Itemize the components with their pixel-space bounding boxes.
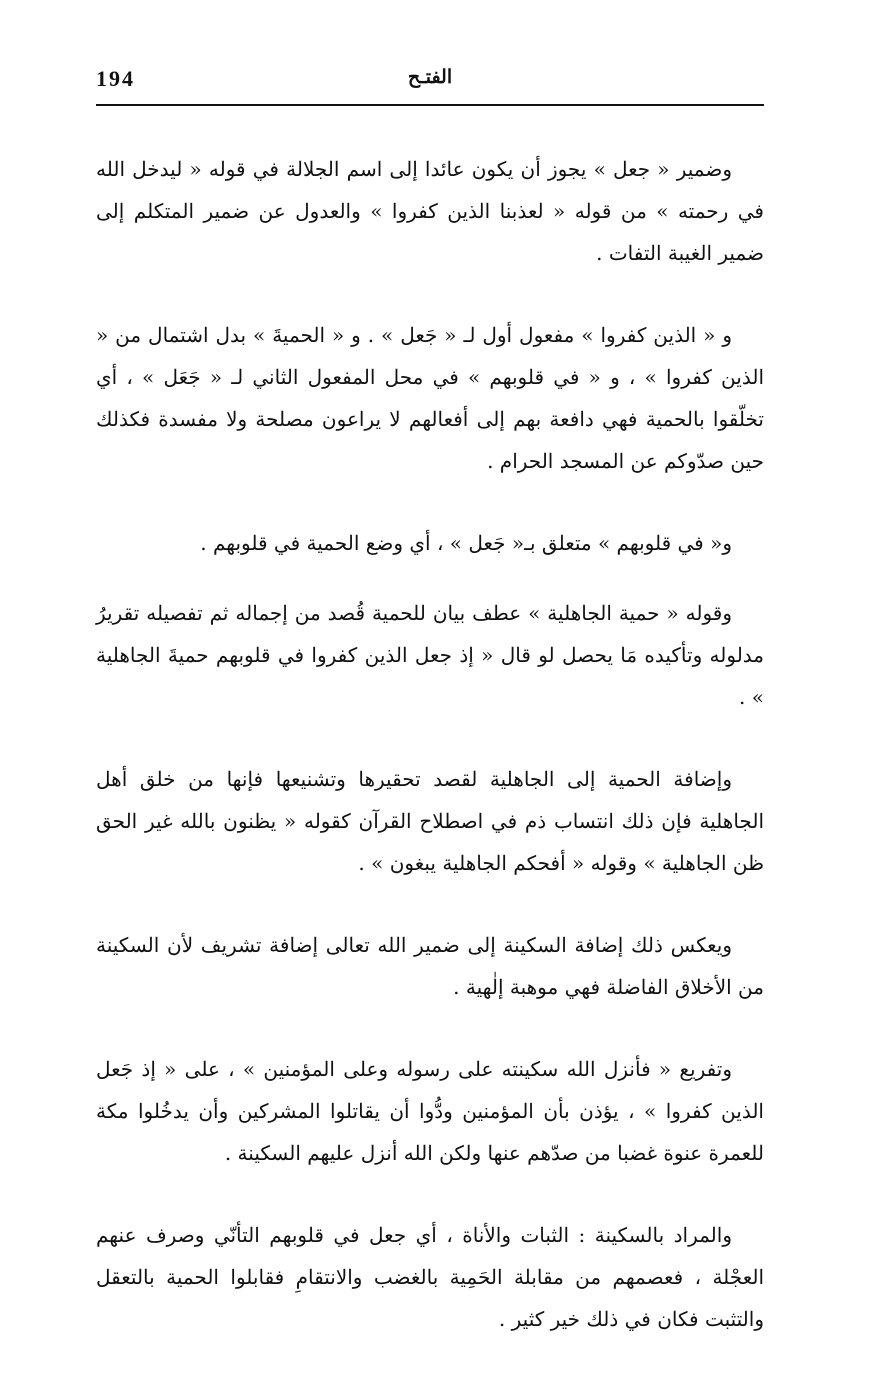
paragraph: وإضافة الحمية إلى الجاهلية لقصد تحقيرها وتشنيعها فإنها من خلق أهل الجاهلية فإن ذلك انتساب ذم في اصطلاح القرآن كقوله « يظنون بالله غير الحق ظن الجاهلية » وقوله « أفحكم الجاهلية يبغون » . [96, 767, 764, 875]
paragraph: ويعكس ذلك إضافة السكينة إلى ضمير الله تعالى إضافة تشريف لأن السكينة من الأخلاق الفاضلة فهي موهبة إلٰهية . [96, 933, 764, 999]
paragraph: و « الذين كفروا » مفعول أول لـ « جَعل » . و « الحميةَ » بدل اشتمال من « الذين كفروا » ، و « في قلوبهم » في محل المفعول الثاني لـ « جَعَل » ، أي تخلّقوا بالحمية فهي دافعة بهم إلى أفعالهم لا يراعون مصلحة ولا مفسدة فكذلك حين صدّوكم عن المسجد الحرام . [96, 323, 764, 473]
body-text [96, 148, 764, 1380]
paragraph: والمراد بالسكينة : الثبات والأناة ، أي جعل في قلوبهم التأنّي وصرف عنهم العجْلة ، فعصمهم من مقابلة الحَمِية بالغضب والانتقامِ فقابلوا الحمية بالتعقل والتثبت فكان في ذلك خير كثير . [96, 1223, 764, 1331]
paragraph: وضمير « جعل » يجوز أن يكون عائدا إلى اسم الجلالة في قوله « ليدخل الله في رحمته » من قوله « لعذبنا الذين كفروا » والعدول عن ضمير المتكلم إلى ضمير الغيبة التفات . [96, 157, 764, 265]
running-title: الفتـح [407, 66, 453, 88]
paragraph: وقوله « حمية الجاهلية » عطف بيان للحمية قُصد من إجماله ثم تفصيله تقريرُ مدلوله وتأكيده مَا يحصل لو قال « إذ جعل الذين كفروا في قلوبهم حميةَ الجاهلية » . [96, 601, 764, 709]
paragraph: و« في قلوبهم » متعلق بـ« جَعل » ، أي وضع الحمية في قلوبهم . [200, 531, 732, 555]
page-number: 194 [96, 66, 135, 91]
page-header [96, 58, 764, 106]
paragraph: وتفريع « فأنزل الله سكينته على رسوله وعلى المؤمنين » ، على « إذ جَعل الذين كفروا » ، يؤذن بأن المؤمنين ودُّوا أن يقاتلوا المشركين وأن يدخُلوا مكة للعمرة عنوة غضبا من صدّهم عنها ولكن الله أنزل عليهم السكينة . [96, 1057, 764, 1165]
